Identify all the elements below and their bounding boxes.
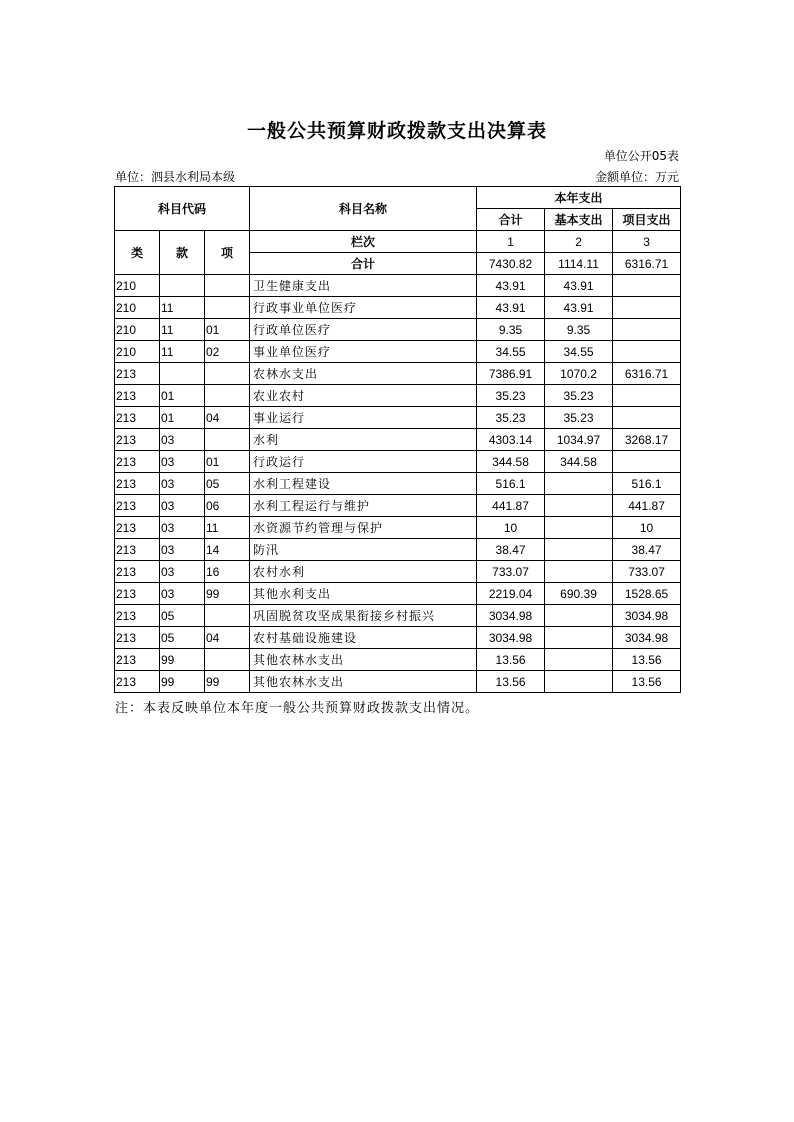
table-row [115,275,681,297]
row-xiang: 99 [205,671,250,693]
row-name: 事业运行 [250,407,477,429]
subject-code-header: 科目代码 [115,187,250,231]
row-total: 3034.98 [477,627,545,649]
row-kuan: 05 [160,627,205,649]
form-number: 单位公开05表 [603,149,679,163]
row-total: 10 [477,517,545,539]
row-kuan: 11 [160,319,205,341]
row-lei: 213 [115,561,160,583]
row-xiang [205,649,250,671]
row-name: 行政运行 [250,451,477,473]
kuan-header: 款 [160,231,205,275]
sum-project: 6316.71 [613,253,681,275]
row-total: 4303.14 [477,429,545,451]
row-lei: 213 [115,385,160,407]
row-total: 3034.98 [477,605,545,627]
row-basic: 1034.97 [545,429,613,451]
row-name: 其他水利支出 [250,583,477,605]
row-xiang: 02 [205,341,250,363]
money-unit: 金额单位：万元 [594,170,679,184]
row-kuan: 03 [160,517,205,539]
row-basic [545,517,613,539]
row-xiang: 14 [205,539,250,561]
row-lei: 213 [115,539,160,561]
row-project [613,407,681,429]
row-basic [545,605,613,627]
table-row [115,605,681,627]
col3-number: 3 [613,231,681,253]
row-kuan: 03 [160,495,205,517]
current-year-header: 本年支出 [477,187,681,209]
row-basic: 1070.2 [545,363,613,385]
row-total: 13.56 [477,649,545,671]
subject-name-header: 科目名称 [250,187,477,231]
row-project: 733.07 [613,561,681,583]
row-total: 516.1 [477,473,545,495]
row-project [613,275,681,297]
row-name: 防汛 [250,539,477,561]
row-total: 43.91 [477,275,545,297]
row-kuan: 99 [160,649,205,671]
table-row [115,495,681,517]
row-xiang: 16 [205,561,250,583]
row-project: 516.1 [613,473,681,495]
row-name: 行政单位医疗 [250,319,477,341]
row-total: 7386.91 [477,363,545,385]
row-kuan: 03 [160,583,205,605]
row-basic [545,473,613,495]
footnote: 注：本表反映单位本年度一般公共预算财政拨款支出情况。 [115,701,480,716]
col1-number: 1 [477,231,545,253]
row-lei: 213 [115,627,160,649]
row-basic: 35.23 [545,407,613,429]
page-title: 一般公共预算财政拨款支出决算表 [246,120,547,142]
row-project: 1528.65 [613,583,681,605]
lei-header: 类 [115,231,160,275]
table-row [115,671,681,693]
row-kuan: 03 [160,451,205,473]
table-row [115,473,681,495]
table-row [115,363,681,385]
total-header: 合计 [477,209,545,231]
row-basic: 34.55 [545,341,613,363]
table-row [115,385,681,407]
row-basic [545,539,613,561]
table-row [115,539,681,561]
sum-row-label: 合计 [250,253,477,275]
row-xiang [205,275,250,297]
row-project [613,385,681,407]
row-total: 38.47 [477,539,545,561]
row-xiang: 04 [205,407,250,429]
row-lei: 213 [115,517,160,539]
row-name: 事业单位医疗 [250,341,477,363]
row-basic [545,671,613,693]
table-row [115,627,681,649]
reporting-unit: 单位：泗县水利局本级 [115,170,236,184]
row-total: 9.35 [477,319,545,341]
row-xiang: 04 [205,627,250,649]
row-lei: 213 [115,649,160,671]
row-total: 34.55 [477,341,545,363]
table-row [115,407,681,429]
sum-total: 7430.82 [477,253,545,275]
row-project: 10 [613,517,681,539]
row-name: 其他农林水支出 [250,649,477,671]
row-kuan: 11 [160,297,205,319]
row-project: 13.56 [613,671,681,693]
table-row [115,429,681,451]
row-kuan: 01 [160,385,205,407]
row-project [613,319,681,341]
row-lei: 210 [115,341,160,363]
row-basic [545,495,613,517]
row-kuan: 03 [160,473,205,495]
row-project: 6316.71 [613,363,681,385]
table-row [115,583,681,605]
row-basic: 43.91 [545,297,613,319]
row-lei: 210 [115,319,160,341]
row-total: 35.23 [477,385,545,407]
row-project: 3034.98 [613,605,681,627]
row-name: 水利 [250,429,477,451]
row-total: 35.23 [477,407,545,429]
row-lei: 213 [115,495,160,517]
row-total: 13.56 [477,671,545,693]
row-lei: 213 [115,671,160,693]
row-lei: 213 [115,583,160,605]
row-kuan [160,275,205,297]
col2-number: 2 [545,231,613,253]
row-xiang: 99 [205,583,250,605]
row-xiang: 05 [205,473,250,495]
row-kuan: 11 [160,341,205,363]
row-name: 卫生健康支出 [250,275,477,297]
row-basic [545,627,613,649]
table-row [115,649,681,671]
expenditure-table [114,186,681,693]
row-name: 水利工程运行与维护 [250,495,477,517]
table-body [115,275,681,693]
row-lei: 213 [115,605,160,627]
row-kuan [160,363,205,385]
row-name: 农林水支出 [250,363,477,385]
row-basic: 35.23 [545,385,613,407]
table-row [115,319,681,341]
row-kuan: 05 [160,605,205,627]
row-project [613,297,681,319]
row-total: 733.07 [477,561,545,583]
project-header: 项目支出 [613,209,681,231]
row-lei: 213 [115,429,160,451]
row-project: 13.56 [613,649,681,671]
row-name: 农村基础设施建设 [250,627,477,649]
table-row [115,341,681,363]
row-xiang [205,605,250,627]
row-basic: 43.91 [545,275,613,297]
xiang-header: 项 [205,231,250,275]
row-total: 43.91 [477,297,545,319]
table-row [115,451,681,473]
row-lei: 213 [115,473,160,495]
row-project: 38.47 [613,539,681,561]
row-kuan: 03 [160,561,205,583]
row-project: 441.87 [613,495,681,517]
row-xiang [205,385,250,407]
row-xiang: 01 [205,319,250,341]
row-name: 水利工程建设 [250,473,477,495]
basic-header: 基本支出 [545,209,613,231]
row-project [613,341,681,363]
row-total: 344.58 [477,451,545,473]
row-name: 巩固脱贫攻坚成果衔接乡村振兴 [250,605,477,627]
row-xiang: 01 [205,451,250,473]
row-project [613,451,681,473]
row-basic [545,649,613,671]
row-basic: 344.58 [545,451,613,473]
row-lei: 210 [115,275,160,297]
row-kuan: 99 [160,671,205,693]
row-kuan: 03 [160,429,205,451]
row-name: 行政事业单位医疗 [250,297,477,319]
row-xiang: 11 [205,517,250,539]
table-row [115,517,681,539]
row-basic [545,561,613,583]
row-name: 农村水利 [250,561,477,583]
row-name: 水资源节约管理与保护 [250,517,477,539]
row-xiang [205,363,250,385]
row-xiang [205,297,250,319]
column-order-header: 栏次 [250,231,477,253]
table-row [115,297,681,319]
row-name: 其他农林水支出 [250,671,477,693]
row-basic: 9.35 [545,319,613,341]
row-xiang: 06 [205,495,250,517]
row-project: 3268.17 [613,429,681,451]
row-total: 441.87 [477,495,545,517]
row-total: 2219.04 [477,583,545,605]
row-lei: 213 [115,363,160,385]
sum-basic: 1114.11 [545,253,613,275]
row-kuan: 01 [160,407,205,429]
table-row [115,561,681,583]
row-xiang [205,429,250,451]
row-lei: 213 [115,451,160,473]
row-kuan: 03 [160,539,205,561]
row-basic: 690.39 [545,583,613,605]
row-name: 农业农村 [250,385,477,407]
row-lei: 210 [115,297,160,319]
row-lei: 213 [115,407,160,429]
row-project: 3034.98 [613,627,681,649]
